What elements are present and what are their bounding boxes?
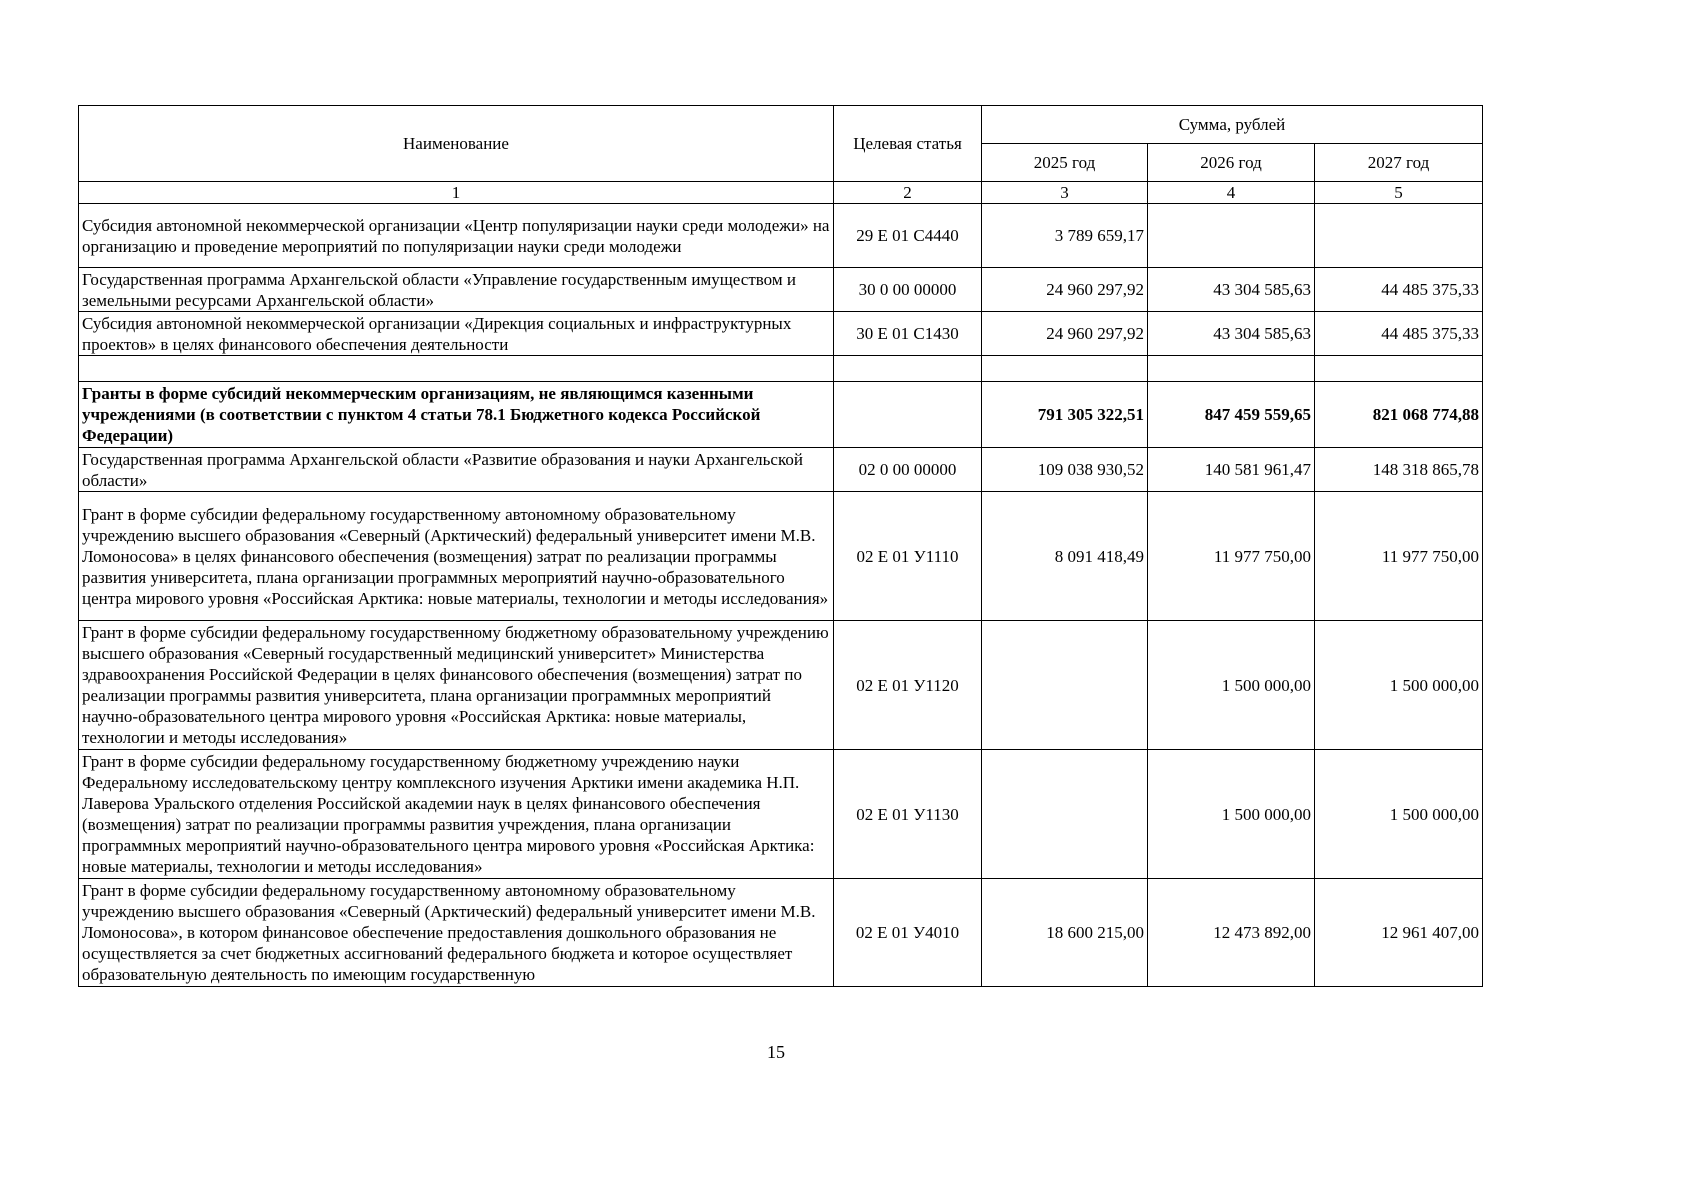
row-2025: 8 091 418,49 (982, 492, 1148, 621)
row-2025: 791 305 322,51 (982, 382, 1148, 448)
row-name: Государственная программа Архангельской области «Развитие образования и науки Архангельской области» (79, 448, 834, 492)
row-2025: 109 038 930,52 (982, 448, 1148, 492)
table-row (79, 204, 1483, 268)
row-2025 (982, 621, 1148, 750)
row-2026: 12 473 892,00 (1148, 879, 1315, 987)
row-code: 02 Е 01 У1130 (834, 750, 982, 879)
row-2027: 12 961 407,00 (1315, 879, 1483, 987)
page-number: 15 (767, 1042, 785, 1062)
row-2025: 24 960 297,92 (982, 312, 1148, 356)
row-2025: 24 960 297,92 (982, 268, 1148, 312)
row-2027: 1 500 000,00 (1315, 750, 1483, 879)
row-code: 02 Е 01 У1110 (834, 492, 982, 621)
row-name: Грант в форме субсидии федеральному государственному автономному образовательному учреждению высшего образования «Северный (Арктический) федеральный университет имени М.В. Ломоносова», в котором финансовое обеспечение предоставления дошкольного образования не осуществляется за счет бюджетных ассигнований федерального бюджета и которое осуществляет образовательную деятельность по имеющим государственную (79, 879, 834, 987)
column-number: 2 (834, 182, 982, 204)
header-sum: Сумма, рублей (982, 106, 1483, 144)
column-number: 1 (79, 182, 834, 204)
row-2025 (982, 750, 1148, 879)
row-2027: 44 485 375,33 (1315, 312, 1483, 356)
header-row-1 (79, 106, 1483, 144)
row-code: 02 Е 01 У1120 (834, 621, 982, 750)
table-row (79, 750, 1483, 879)
header-year-2027: 2027 год (1315, 144, 1483, 182)
header-name: Наименование (79, 106, 834, 182)
row-code: 29 Е 01 С4440 (834, 204, 982, 268)
row-name: Гранты в форме субсидий некоммерческим организациям, не являющимся казенными учреждениями (в соответствии с пунктом 4 статьи 78.1 Бюджетного кодекса Российской Федерации) (79, 382, 834, 448)
table-row (79, 492, 1483, 621)
row-2025: 3 789 659,17 (982, 204, 1148, 268)
column-number: 4 (1148, 182, 1315, 204)
row-code (834, 356, 982, 382)
row-2026: 43 304 585,63 (1148, 268, 1315, 312)
row-name: Государственная программа Архангельской области «Управление государственным имуществом и земельными ресурсами Архангельской области» (79, 268, 834, 312)
header-year-2025: 2025 год (982, 144, 1148, 182)
row-2026 (1148, 204, 1315, 268)
row-2027: 148 318 865,78 (1315, 448, 1483, 492)
row-2026: 847 459 559,65 (1148, 382, 1315, 448)
row-2027 (1315, 204, 1483, 268)
row-2027 (1315, 356, 1483, 382)
column-number: 3 (982, 182, 1148, 204)
row-2026: 1 500 000,00 (1148, 621, 1315, 750)
row-code: 30 0 00 00000 (834, 268, 982, 312)
row-name: Грант в форме субсидии федеральному государственному автономному образовательному учреждению высшего образования «Северный (Арктический) федеральный университет имени М.В. Ломоносова» в целях финансового обеспечения (возмещения) затрат по реализации программы развития университета, плана организации программных мероприятий научно-образовательного центра мирового уровня «Российская Арктика: новые материалы, технологии и методы исследования» (79, 492, 834, 621)
table-row (79, 879, 1483, 987)
row-code: 30 Е 01 С1430 (834, 312, 982, 356)
row-name (79, 356, 834, 382)
table-row (79, 268, 1483, 312)
row-2026: 43 304 585,63 (1148, 312, 1315, 356)
row-name: Грант в форме субсидии федеральному государственному бюджетному учреждению науки Федеральному исследовательскому центру комплексного изучения Арктики имени академика Н.П. Лаверова Уральского отделения Российской академии наук в целях финансового обеспечения (возмещения) затрат по реализации программы развития учреждения, плана организации программных мероприятий научно-образовательного центра мирового уровня «Российская Арктика: новые материалы, технологии и методы исследования» (79, 750, 834, 879)
header-code: Целевая статья (834, 106, 982, 182)
table-row (79, 448, 1483, 492)
row-2027: 1 500 000,00 (1315, 621, 1483, 750)
row-2026: 11 977 750,00 (1148, 492, 1315, 621)
row-name: Субсидия автономной некоммерческой организации «Дирекция социальных и инфраструктурных проектов» в целях финансового обеспечения деятельности (79, 312, 834, 356)
table-row (79, 621, 1483, 750)
column-number: 5 (1315, 182, 1483, 204)
row-2027: 821 068 774,88 (1315, 382, 1483, 448)
column-number-row (79, 182, 1483, 204)
table-row-section-total (79, 382, 1483, 448)
row-2027: 44 485 375,33 (1315, 268, 1483, 312)
row-2027: 11 977 750,00 (1315, 492, 1483, 621)
row-name: Грант в форме субсидии федеральному государственному бюджетному образовательному учреждению высшего образования «Северный государственный медицинский университет» Министерства здравоохранения Российской Федерации в целях финансового обеспечения (возмещения) затрат по реализации программы развития университета, плана организации программных мероприятий научно-образовательного центра мирового уровня «Российская Арктика: новые материалы, технологии и методы исследования» (79, 621, 834, 750)
table-row-empty (79, 356, 1483, 382)
row-name: Субсидия автономной некоммерческой организации «Центр популяризации науки среди молодежи» на организацию и проведение мероприятий по популяризации науки среди молодежи (79, 204, 834, 268)
row-2026 (1148, 356, 1315, 382)
row-2026: 140 581 961,47 (1148, 448, 1315, 492)
header-year-2026: 2026 год (1148, 144, 1315, 182)
row-2025: 18 600 215,00 (982, 879, 1148, 987)
row-2026: 1 500 000,00 (1148, 750, 1315, 879)
table-row (79, 312, 1483, 356)
row-code (834, 382, 982, 448)
row-code: 02 0 00 00000 (834, 448, 982, 492)
budget-table (78, 105, 1483, 987)
row-code: 02 Е 01 У4010 (834, 879, 982, 987)
row-2025 (982, 356, 1148, 382)
